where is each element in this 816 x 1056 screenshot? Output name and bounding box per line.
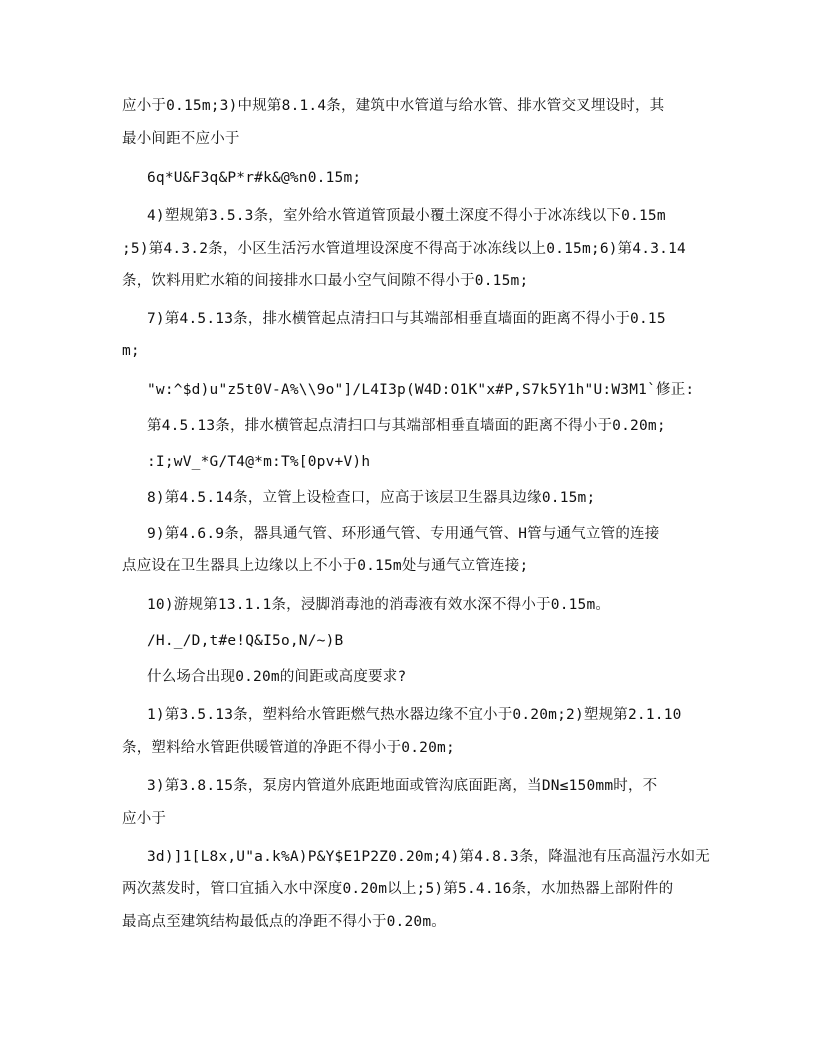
text-line: 7)第4.5.13条，排水横管起点清扫口与其端部相垂直墙面的距离不得小于0.15 — [147, 311, 666, 327]
text-line: 应小于0.15m;3)中规第8.1.4条，建筑中水管道与给水管、排水管交叉埋设时，其 — [122, 98, 665, 114]
text-line: 最高点至建筑结构最低点的净距不得小于0.20m。 — [122, 914, 446, 930]
text-line: 条，饮料用贮水箱的间接排水口最小空气间隙不得小于0.15m; — [122, 273, 529, 289]
text-line: 条，塑料给水管距供暖管道的净距不得小于0.20m; — [122, 740, 455, 756]
text-line: /H._/D,t#e!Q&I5o,N/~)B — [147, 633, 344, 649]
text-line: 什么场合出现0.20m的间距或高度要求? — [147, 669, 407, 685]
text-line: 3)第3.8.15条，泵房内管道外底距地面或管沟底面距离，当DN≤150mm时，不 — [147, 778, 658, 794]
text-line: m; — [122, 343, 140, 359]
text-line: 8)第4.5.14条，立管上设检查口，应高于该层卫生器具边缘0.15m; — [147, 490, 596, 506]
text-line: 4)塑规第3.5.3条，室外给水管道管顶最小覆土深度不得小于冰冻线以下0.15m — [147, 208, 666, 224]
text-line: ;5)第4.3.2条，小区生活污水管道埋设深度不得高于冰冻线以上0.15m;6)第4.3.14 — [122, 241, 686, 257]
text-line: 6q*U&F3q&P*r#k&@%n0.15m; — [147, 170, 362, 186]
text-line: 3d)]1[L8x,U"a.k%A)P&Y$E1P2Z0.20m;4)第4.8.3条，降温池有压高温污水如无 — [147, 849, 710, 865]
text-line: "w:^$d)u"z5t0V-A%\\9o"]/L4I3p(W4D:O1K"x#P,S7k5Y1h"U:W3M1`修正: — [147, 382, 695, 398]
text-line: 最小间距不应小于 — [122, 131, 240, 147]
text-line: 第4.5.13条，排水横管起点清扫口与其端部相垂直墙面的距离不得小于0.20m; — [147, 418, 666, 434]
text-line: 点应设在卫生器具上边缘以上不小于0.15m处与通气立管连接; — [122, 558, 529, 574]
text-line: 10)游规第13.1.1条，浸脚消毒池的消毒液有效水深不得小于0.15m。 — [147, 597, 611, 613]
text-line: :I;wV_*G/T4@*m:T%[0pv+V)h — [147, 454, 371, 470]
text-line: 应小于 — [122, 811, 167, 827]
text-line: 9)第4.6.9条，器具通气管、环形通气管、专用通气管、H管与通气立管的连接 — [147, 526, 660, 542]
text-line: 1)第3.5.13条，塑料给水管距燃气热水器边缘不宜小于0.20m;2)塑规第2.1.10 — [147, 707, 682, 723]
text-line: 两次蒸发时，管口宜插入水中深度0.20m以上;5)第5.4.16条，水加热器上部附件的 — [122, 881, 674, 897]
